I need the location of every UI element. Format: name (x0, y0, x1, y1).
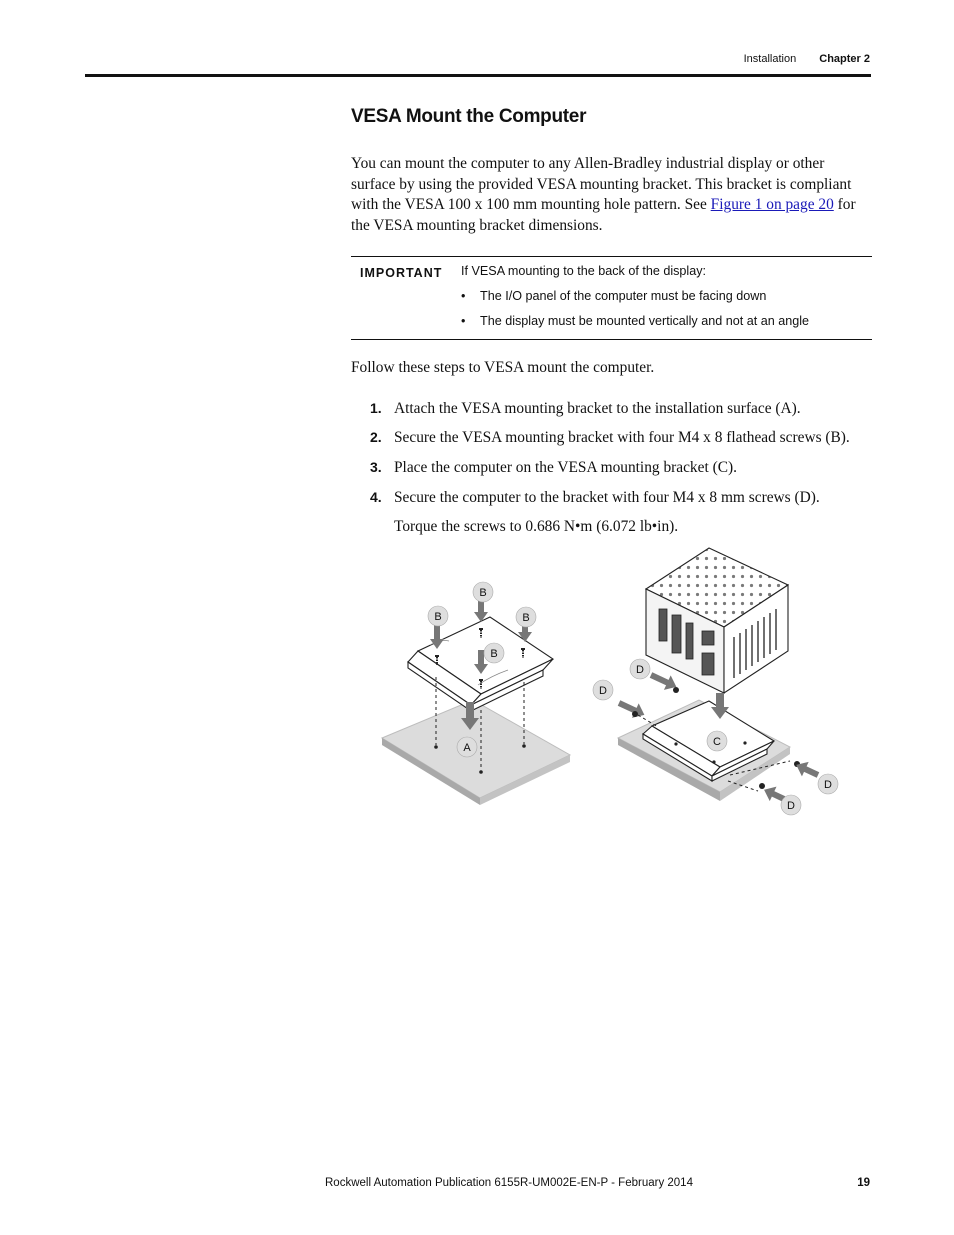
step-text: Secure the computer to the bracket with four M4 x 8 mm screws (D). (394, 489, 820, 506)
callout-b-left (428, 606, 448, 626)
intro-text-before: You can mount the computer to any Allen-Bradley industrial display or other surface by using the provided VESA mounting bracket. This bracket is compliant with the VESA 100 x 100 mm mounting hole pattern. See (351, 155, 852, 213)
step-number: 2. (370, 429, 382, 445)
callout-d-right (818, 774, 838, 794)
callout-label: B (522, 612, 530, 624)
callout-label: A (463, 742, 471, 754)
callout-b-top (473, 582, 493, 602)
callout-label: B (434, 611, 442, 623)
callout-a (457, 737, 477, 757)
callout-c (707, 731, 727, 751)
vesa-mount-illustration (378, 545, 848, 820)
callout-label: C (713, 736, 721, 748)
step-item (370, 429, 850, 447)
intro-paragraph (351, 154, 871, 236)
header-chapter: Chapter 2 (819, 53, 870, 65)
step-number: 3. (370, 459, 382, 475)
left-assembly (382, 598, 570, 805)
step-text: Secure the VESA mounting bracket with four M4 x 8 flathead screws (B). (394, 429, 850, 446)
right-assembly (616, 548, 822, 806)
header-rule (85, 74, 871, 77)
callout-label: D (824, 779, 832, 791)
intro-text-after: for the VESA mounting bracket dimensions. (351, 196, 856, 234)
important-box (351, 256, 872, 340)
page-number: 19 (857, 1177, 870, 1189)
step-number: 1. (370, 400, 382, 416)
callout-b-right (516, 607, 536, 627)
important-item (461, 289, 766, 303)
step-text: Place the computer on the VESA mounting bracket (C). (394, 459, 737, 476)
callout-label: D (636, 664, 644, 676)
figure-link[interactable]: Figure 1 on page 20 (710, 196, 834, 213)
bullet: • (461, 289, 466, 303)
step-item (370, 400, 801, 418)
page-title: VESA Mount the Computer (351, 106, 587, 127)
callout-label: B (479, 587, 487, 599)
running-header (744, 53, 870, 65)
callout-label: D (599, 685, 607, 697)
step-item (370, 489, 820, 507)
callout-d-top (630, 659, 650, 679)
follow-text: Follow these steps to VESA mount the computer. (351, 359, 655, 376)
callout-d-left (593, 680, 613, 700)
callout-d-bottom (781, 795, 801, 815)
callout-label: D (787, 800, 795, 812)
step-text: Attach the VESA mounting bracket to the installation surface (A). (394, 400, 801, 417)
important-item-text: The I/O panel of the computer must be facing down (480, 289, 767, 303)
important-item-text: The display must be mounted vertically and not at an angle (480, 314, 810, 328)
footer-publication: Rockwell Automation Publication 6155R-UM002E-EN-P - February 2014 (325, 1177, 693, 1189)
callout-b-mid (484, 643, 504, 663)
important-item (461, 314, 809, 328)
torque-note: Torque the screws to 0.686 N•m (6.072 lb•in). (394, 518, 679, 535)
callout-label: B (490, 648, 498, 660)
important-lead: If VESA mounting to the back of the display: (461, 264, 707, 278)
step-item (370, 459, 737, 477)
important-label: IMPORTANT (360, 266, 443, 280)
bullet: • (461, 314, 466, 328)
header-section: Installation (743, 53, 797, 65)
step-number: 4. (370, 489, 382, 505)
